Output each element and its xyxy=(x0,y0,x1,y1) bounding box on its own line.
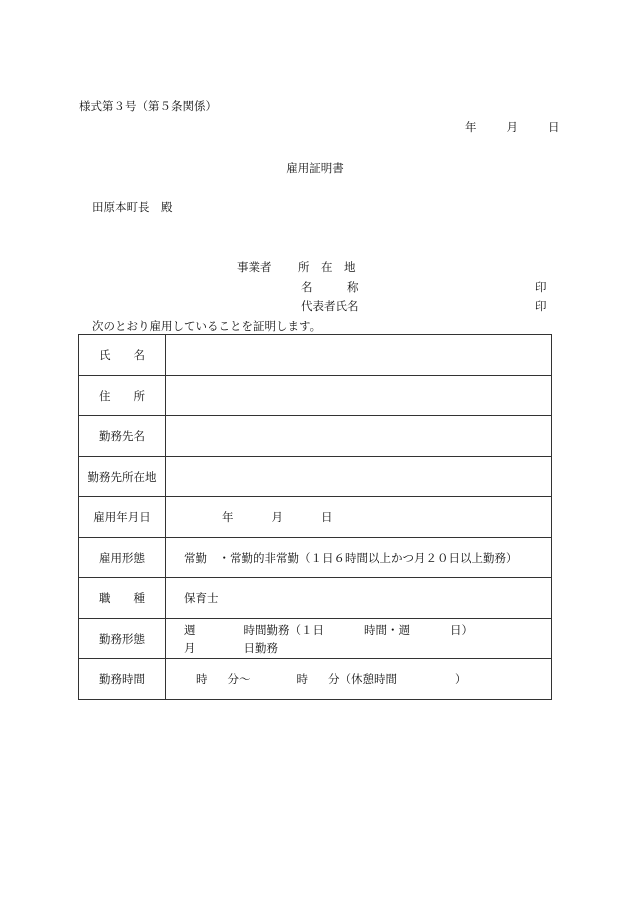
hire-date-label: 雇用年月日 xyxy=(79,497,166,538)
employer-name-label: 名 称 xyxy=(301,280,359,294)
table-row-occupation xyxy=(79,578,552,619)
employment-type-value[interactable]: 常勤 ・常勤的非常勤（１日６時間以上かつ月２０日以上勤務） xyxy=(166,538,552,578)
name-field[interactable] xyxy=(166,335,552,376)
hire-date-month: 月 xyxy=(271,510,283,524)
work-hours-break: 分（休憩時間 xyxy=(328,672,397,686)
table-row-hire-date xyxy=(79,497,552,538)
hire-date-field[interactable] xyxy=(166,497,552,538)
address-field[interactable] xyxy=(166,376,552,416)
work-pattern-week: 週 xyxy=(184,622,196,637)
statement: 次のとおり雇用していることを証明します。 xyxy=(92,319,322,333)
date-month: 月 xyxy=(506,120,518,134)
work-pattern-hours-week: 時間・週 xyxy=(364,622,410,637)
employer-label: 事業者 xyxy=(237,260,272,274)
work-pattern-days-work: 日勤務 xyxy=(243,640,278,655)
work-hours-label: 勤務時間 xyxy=(79,659,166,700)
work-hours-close: ） xyxy=(455,672,467,686)
employer-name-seal: 印 xyxy=(535,280,547,294)
workplace-address-field[interactable] xyxy=(166,457,552,497)
name-label: 氏 名 xyxy=(79,335,166,376)
work-pattern-days-close: 日） xyxy=(450,622,473,637)
table-row-work-hours xyxy=(79,659,552,700)
table-row-workplace xyxy=(79,416,552,457)
work-pattern-line2 xyxy=(184,639,551,657)
date-line xyxy=(465,119,560,135)
workplace-address-label: 勤務先所在地 xyxy=(79,457,166,497)
certificate-table xyxy=(78,334,552,700)
work-pattern-field[interactable] xyxy=(166,619,552,659)
work-hours-min1: 分〜 xyxy=(227,672,251,686)
table-row-address xyxy=(79,376,552,416)
employer-rep-seal: 印 xyxy=(535,299,547,313)
date-day: 日 xyxy=(548,120,560,134)
employer-address-label: 所 在 地 xyxy=(298,260,356,274)
addressee: 田原本町長 殿 xyxy=(92,200,173,214)
work-pattern-hours-work: 時間勤務（１日 xyxy=(243,622,324,637)
document-title: 雇用証明書 xyxy=(286,161,344,175)
work-hours-field[interactable] xyxy=(166,659,552,700)
address-label: 住 所 xyxy=(79,376,166,416)
work-pattern-line1 xyxy=(184,621,551,639)
occupation-value[interactable]: 保育士 xyxy=(166,578,552,619)
occupation-label: 職 種 xyxy=(79,578,166,619)
table-row-name xyxy=(79,335,552,376)
workplace-label: 勤務先名 xyxy=(79,416,166,457)
workplace-field[interactable] xyxy=(166,416,552,457)
employment-type-label: 雇用形態 xyxy=(79,538,166,578)
table-row-work-pattern xyxy=(79,619,552,659)
table-row-workplace-address xyxy=(79,457,552,497)
employer-rep-label: 代表者氏名 xyxy=(301,299,359,313)
table-row-employment-type xyxy=(79,538,552,578)
work-hours-hour1: 時 xyxy=(196,672,208,686)
work-hours-hour2: 時 xyxy=(296,672,308,686)
hire-date-day: 日 xyxy=(321,510,333,524)
date-year: 年 xyxy=(465,120,477,134)
form-number: 様式第３号（第５条関係） xyxy=(79,99,217,113)
work-pattern-label: 勤務形態 xyxy=(79,619,166,659)
work-pattern-month: 月 xyxy=(184,640,196,655)
hire-date-year: 年 xyxy=(222,510,234,524)
